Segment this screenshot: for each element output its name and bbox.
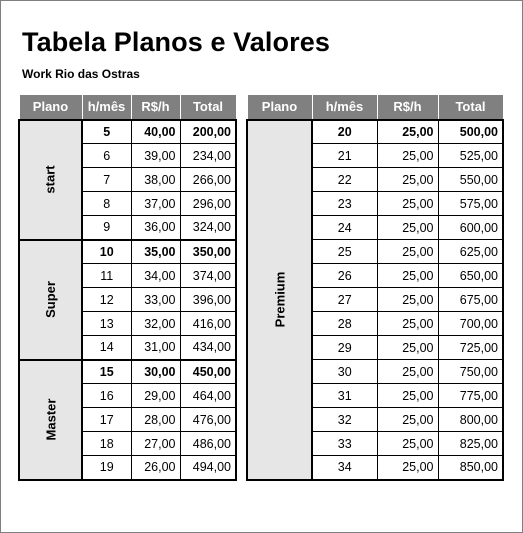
table-body	[19, 120, 236, 480]
rate-cell: 27,00	[131, 432, 180, 456]
total-cell: 800,00	[438, 408, 503, 432]
total-cell: 296,00	[180, 192, 236, 216]
header-plano: Plano	[19, 95, 82, 120]
rate-cell: 29,00	[131, 384, 180, 408]
rate-cell: 25,00	[377, 360, 438, 384]
rate-cell: 34,00	[131, 264, 180, 288]
total-cell: 416,00	[180, 312, 236, 336]
header-hours: h/mês	[82, 95, 131, 120]
rate-cell: 35,00	[131, 240, 180, 264]
hours-cell: 29	[312, 336, 377, 360]
table-row	[19, 240, 236, 264]
hours-cell: 9	[82, 216, 131, 240]
page-title: Tabela Planos e Valores	[22, 27, 330, 57]
plan-name-cell	[19, 240, 82, 360]
total-cell: 500,00	[438, 120, 503, 144]
total-cell: 494,00	[180, 456, 236, 480]
rate-cell: 28,00	[131, 408, 180, 432]
hours-cell: 11	[82, 264, 131, 288]
total-cell: 464,00	[180, 384, 236, 408]
total-cell: 350,00	[180, 240, 236, 264]
header-total: Total	[180, 95, 236, 120]
rate-cell: 39,00	[131, 144, 180, 168]
hours-cell: 10	[82, 240, 131, 264]
rate-cell: 25,00	[377, 192, 438, 216]
total-cell: 825,00	[438, 432, 503, 456]
total-cell: 525,00	[438, 144, 503, 168]
header-rate: R$/h	[377, 95, 438, 120]
rate-cell: 36,00	[131, 216, 180, 240]
total-cell: 600,00	[438, 216, 503, 240]
rate-cell: 30,00	[131, 360, 180, 384]
rate-cell: 25,00	[377, 144, 438, 168]
plan-name: Premium	[271, 271, 287, 328]
total-cell: 775,00	[438, 384, 503, 408]
plan-name: Super	[43, 281, 58, 318]
total-cell: 850,00	[438, 456, 503, 480]
total-cell: 750,00	[438, 360, 503, 384]
total-cell: 434,00	[180, 336, 236, 360]
header-plano: Plano	[247, 95, 312, 120]
hours-cell: 33	[312, 432, 377, 456]
rate-cell: 25,00	[377, 384, 438, 408]
plan-name-cell	[19, 360, 82, 480]
hours-cell: 28	[312, 312, 377, 336]
header-hours: h/mês	[312, 95, 377, 120]
table-header-row	[19, 95, 236, 120]
plan-name-cell	[19, 120, 82, 240]
rate-cell: 25,00	[377, 288, 438, 312]
total-cell: 486,00	[180, 432, 236, 456]
hours-cell: 30	[312, 360, 377, 384]
pricing-table-left	[18, 94, 237, 481]
hours-cell: 14	[82, 336, 131, 360]
total-cell: 324,00	[180, 216, 236, 240]
hours-cell: 16	[82, 384, 131, 408]
hours-cell: 17	[82, 408, 131, 432]
table-body	[247, 120, 503, 480]
rate-cell: 40,00	[131, 120, 180, 144]
hours-cell: 31	[312, 384, 377, 408]
rate-cell: 25,00	[377, 120, 438, 144]
table-row	[19, 360, 236, 384]
total-cell: 700,00	[438, 312, 503, 336]
table-header-row	[247, 95, 503, 120]
hours-cell: 6	[82, 144, 131, 168]
rate-cell: 25,00	[377, 336, 438, 360]
plan-name: start	[43, 165, 58, 194]
hours-cell: 19	[82, 456, 131, 480]
rate-cell: 33,00	[131, 288, 180, 312]
total-cell: 550,00	[438, 168, 503, 192]
rate-cell: 26,00	[131, 456, 180, 480]
hours-cell: 32	[312, 408, 377, 432]
total-cell: 476,00	[180, 408, 236, 432]
rate-cell: 25,00	[377, 408, 438, 432]
hours-cell: 23	[312, 192, 377, 216]
plan-name: Master	[42, 398, 58, 441]
header-total: Total	[438, 95, 503, 120]
total-cell: 266,00	[180, 168, 236, 192]
total-cell: 234,00	[180, 144, 236, 168]
rate-cell: 25,00	[377, 216, 438, 240]
total-cell: 200,00	[180, 120, 236, 144]
rate-cell: 38,00	[131, 168, 180, 192]
hours-cell: 25	[312, 240, 377, 264]
total-cell: 675,00	[438, 288, 503, 312]
hours-cell: 27	[312, 288, 377, 312]
page-subtitle: Work Rio das Ostras	[22, 67, 140, 81]
hours-cell: 20	[312, 120, 377, 144]
pricing-table-right	[246, 94, 504, 481]
hours-cell: 15	[82, 360, 131, 384]
total-cell: 450,00	[180, 360, 236, 384]
rate-cell: 37,00	[131, 192, 180, 216]
rate-cell: 25,00	[377, 168, 438, 192]
hours-cell: 24	[312, 216, 377, 240]
rate-cell: 32,00	[131, 312, 180, 336]
hours-cell: 22	[312, 168, 377, 192]
hours-cell: 8	[82, 192, 131, 216]
rate-cell: 25,00	[377, 240, 438, 264]
rate-cell: 25,00	[377, 264, 438, 288]
total-cell: 650,00	[438, 264, 503, 288]
rate-cell: 25,00	[377, 456, 438, 480]
rate-cell: 25,00	[377, 432, 438, 456]
rate-cell: 25,00	[377, 312, 438, 336]
hours-cell: 26	[312, 264, 377, 288]
header-rate: R$/h	[131, 95, 180, 120]
hours-cell: 13	[82, 312, 131, 336]
hours-cell: 21	[312, 144, 377, 168]
total-cell: 725,00	[438, 336, 503, 360]
plan-name-cell	[247, 120, 312, 480]
hours-cell: 18	[82, 432, 131, 456]
total-cell: 625,00	[438, 240, 503, 264]
hours-cell: 34	[312, 456, 377, 480]
hours-cell: 7	[82, 168, 131, 192]
hours-cell: 5	[82, 120, 131, 144]
total-cell: 374,00	[180, 264, 236, 288]
total-cell: 396,00	[180, 288, 236, 312]
table-row	[19, 120, 236, 144]
total-cell: 575,00	[438, 192, 503, 216]
hours-cell: 12	[82, 288, 131, 312]
rate-cell: 31,00	[131, 336, 180, 360]
table-row	[247, 120, 503, 144]
